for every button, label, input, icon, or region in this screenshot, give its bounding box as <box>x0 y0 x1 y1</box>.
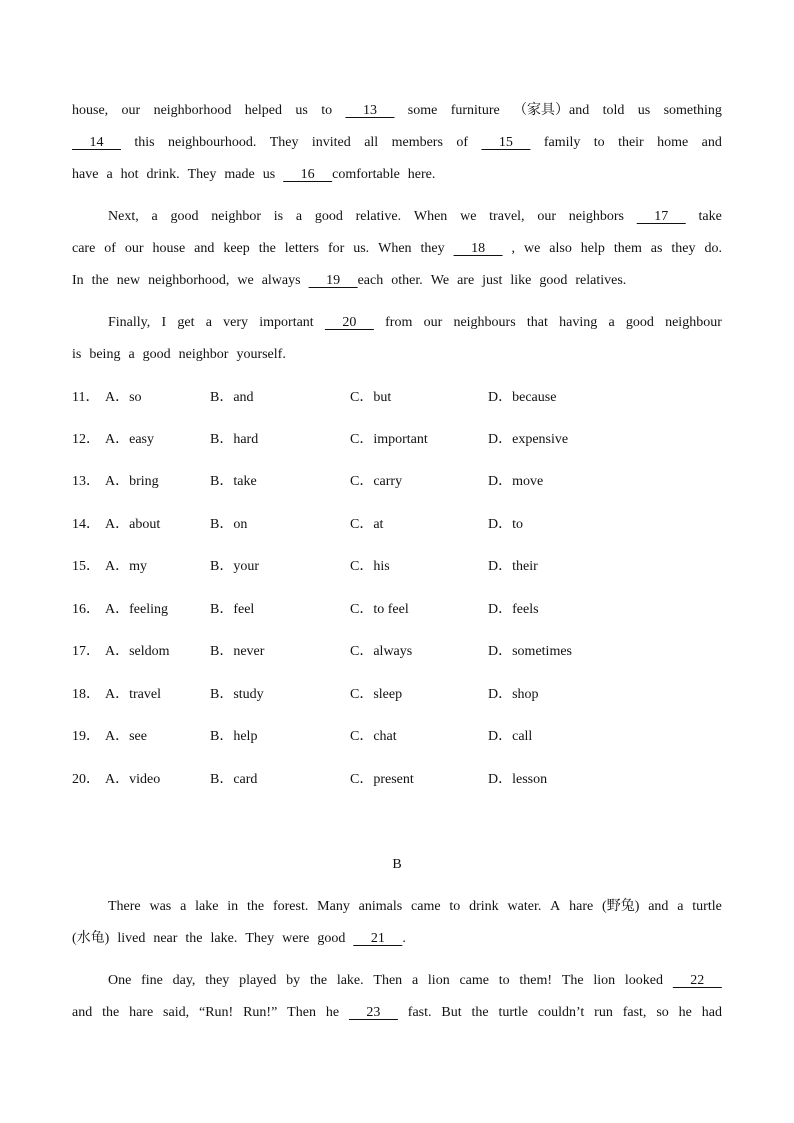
option-c[interactable]: C．chat <box>350 729 397 744</box>
word: Then <box>287 1005 316 1020</box>
word: our <box>537 209 556 224</box>
option-a[interactable]: A．so <box>105 390 142 405</box>
option-c[interactable]: C．at <box>350 517 384 532</box>
word: us. <box>353 241 370 256</box>
passage-a-line-5 <box>72 239 722 259</box>
question-row <box>72 685 722 705</box>
word: relatives. <box>575 273 627 288</box>
word: the <box>102 1005 120 1020</box>
word: animals <box>358 899 403 914</box>
question-number: 20． <box>72 772 100 787</box>
word: . <box>402 931 406 946</box>
word: here. <box>407 167 436 182</box>
option-b[interactable]: B．on <box>210 517 248 532</box>
word: hot <box>120 167 139 182</box>
word: Next, <box>108 209 139 224</box>
word: members <box>391 135 443 150</box>
answer-blank-18[interactable]: 18 <box>453 241 503 256</box>
question-number: 11． <box>72 390 100 405</box>
word: us <box>262 167 276 182</box>
word: couldn’t <box>537 1005 585 1020</box>
option-c[interactable]: C．always <box>350 644 413 659</box>
word: The <box>561 973 584 988</box>
word: this <box>134 135 155 150</box>
option-d[interactable]: D．call <box>488 729 533 744</box>
word: drink. <box>146 167 180 182</box>
word: is <box>72 347 82 362</box>
word: the <box>309 973 328 988</box>
option-c[interactable]: C．but <box>350 390 392 405</box>
answer-blank-14[interactable]: 14 <box>72 135 121 150</box>
question-number: 12． <box>72 432 100 447</box>
option-d[interactable]: D．move <box>488 474 544 489</box>
option-a[interactable]: A．about <box>105 517 161 532</box>
word: letters <box>284 241 319 256</box>
word: helped <box>244 103 283 118</box>
word: them <box>613 241 642 256</box>
word: all <box>364 135 379 150</box>
word: house, <box>72 103 109 118</box>
word: a <box>677 899 684 914</box>
word: fine <box>141 973 163 988</box>
word: a <box>180 899 187 914</box>
option-b[interactable]: B．help <box>210 729 258 744</box>
word: important <box>259 315 314 330</box>
word: are <box>457 273 475 288</box>
word: he <box>325 1005 340 1020</box>
word: other. <box>391 273 423 288</box>
option-d[interactable]: D．sometimes <box>488 644 572 659</box>
answer-blank-16[interactable]: 16 <box>283 167 333 182</box>
word: turtle <box>498 1005 529 1020</box>
word: They <box>187 167 217 182</box>
word: take <box>698 209 722 224</box>
passage-a-line-7 <box>108 313 722 333</box>
word: water. <box>507 899 542 914</box>
word: in <box>227 899 239 914</box>
question-number: 17． <box>72 644 100 659</box>
word: Finally, <box>108 315 151 330</box>
word: the <box>471 1005 489 1020</box>
word: a <box>151 209 158 224</box>
word: to <box>593 135 605 150</box>
word: Many <box>317 899 350 914</box>
word: home <box>657 135 689 150</box>
question-row <box>72 557 722 577</box>
word: neighbour <box>665 315 722 330</box>
question-number: 14． <box>72 517 100 532</box>
question-row <box>72 770 722 790</box>
word: good <box>314 209 343 224</box>
word: When <box>413 209 448 224</box>
word: of <box>104 241 116 256</box>
word: When <box>378 241 412 256</box>
option-d[interactable]: D．because <box>488 390 557 405</box>
word: and <box>194 241 215 256</box>
word: neighbourhood. <box>168 135 257 150</box>
option-b[interactable]: B．and <box>210 390 254 405</box>
word: something <box>663 103 722 118</box>
question-row <box>72 430 722 450</box>
passage-a-line-4 <box>108 207 722 227</box>
word: family <box>543 135 581 150</box>
option-b[interactable]: B．your <box>210 559 259 574</box>
word: get <box>177 315 195 330</box>
word: “Run! <box>198 1005 234 1020</box>
word: , <box>511 241 516 256</box>
word: We <box>430 273 450 288</box>
option-a[interactable]: A．my <box>105 559 147 574</box>
option-d[interactable]: D．feels <box>488 602 539 617</box>
word: keep <box>223 241 250 256</box>
word: They <box>269 135 299 150</box>
word: help <box>580 241 605 256</box>
option-a[interactable]: A．easy <box>105 432 154 447</box>
word: said, <box>163 1005 190 1020</box>
option-d[interactable]: D．expensive <box>488 432 569 447</box>
word: of <box>456 135 468 150</box>
word: neighbors <box>568 209 624 224</box>
word: came <box>459 973 489 988</box>
word: to <box>321 103 333 118</box>
word: fast. <box>407 1005 432 1020</box>
word: neighborhood, <box>148 273 230 288</box>
word: near <box>153 931 178 946</box>
option-a[interactable]: A．video <box>105 772 161 787</box>
word: also <box>549 241 572 256</box>
question-number: 16． <box>72 602 100 617</box>
word: having <box>559 315 598 330</box>
word: hare <box>129 1005 154 1020</box>
option-c[interactable]: C．his <box>350 559 390 574</box>
word: they <box>205 973 230 988</box>
word: and <box>72 1005 93 1020</box>
option-d[interactable]: D．their <box>488 559 538 574</box>
word: is <box>273 209 284 224</box>
word: made <box>224 167 255 182</box>
question-row <box>72 388 722 408</box>
word: I <box>161 315 167 330</box>
word: each <box>357 273 384 288</box>
word: neighborhood <box>153 103 232 118</box>
option-b[interactable]: B．hard <box>210 432 259 447</box>
passage-a-line-3 <box>72 165 722 185</box>
word: to <box>449 899 461 914</box>
word: But <box>441 1005 462 1020</box>
word: lion <box>427 973 450 988</box>
word: There <box>108 899 141 914</box>
word: comfortable <box>332 167 400 182</box>
word: were <box>282 931 310 946</box>
question-row <box>72 727 722 747</box>
question-number: 19． <box>72 729 100 744</box>
question-number: 15． <box>72 559 100 574</box>
passage-a-line-2 <box>72 133 722 153</box>
question-number: 13． <box>72 474 100 489</box>
answer-blank-21[interactable]: 21 <box>353 931 403 946</box>
word: care <box>72 241 96 256</box>
word: do. <box>704 241 722 256</box>
word: Then <box>373 973 403 988</box>
answer-blank-17[interactable]: 17 <box>636 209 686 224</box>
option-a[interactable]: A．feeling <box>105 602 168 617</box>
word: was <box>149 899 172 914</box>
answer-blank-15[interactable]: 15 <box>481 135 531 150</box>
word: yourself. <box>236 347 286 362</box>
word: lake. <box>336 973 364 988</box>
word: a <box>205 315 212 330</box>
word: a <box>295 209 303 224</box>
word: a <box>128 347 135 362</box>
word: them! <box>519 973 553 988</box>
word: good <box>317 931 346 946</box>
word: us <box>637 103 651 118</box>
option-b[interactable]: B．never <box>210 644 265 659</box>
word: travel, <box>489 209 525 224</box>
word: good <box>625 315 654 330</box>
word: our <box>124 241 144 256</box>
word: always <box>261 273 301 288</box>
option-c[interactable]: C．carry <box>350 474 403 489</box>
question-row <box>72 472 722 492</box>
word: lived <box>117 931 146 946</box>
word: being <box>89 347 121 362</box>
word: One <box>108 973 132 988</box>
answer-blank-22[interactable]: 22 <box>672 973 722 988</box>
word: house <box>152 241 186 256</box>
word: the <box>91 273 109 288</box>
option-a[interactable]: A．see <box>105 729 147 744</box>
word: very <box>223 315 249 330</box>
word: looked <box>624 973 664 988</box>
answer-blank-20[interactable]: 20 <box>324 315 374 330</box>
word: turtle <box>692 899 722 914</box>
word: (野兔) <box>602 899 640 914</box>
word: In <box>72 273 84 288</box>
option-d[interactable]: D．to <box>488 517 523 532</box>
option-b[interactable]: B．feel <box>210 602 255 617</box>
word: new <box>116 273 141 288</box>
question-row <box>72 642 722 662</box>
word: a <box>411 973 419 988</box>
word: a <box>608 315 615 330</box>
option-a[interactable]: A．travel <box>105 687 161 702</box>
option-a[interactable]: A．bring <box>105 474 159 489</box>
question-row <box>72 600 722 620</box>
word: just <box>482 273 503 288</box>
word: our <box>423 315 443 330</box>
word: the <box>258 241 276 256</box>
section-b-title: B <box>392 857 402 872</box>
passage-b-line-3 <box>108 971 722 991</box>
word: a <box>106 167 113 182</box>
word: and <box>648 899 669 914</box>
word: came <box>411 899 441 914</box>
word: the <box>247 899 265 914</box>
word: (水龟) <box>72 931 110 946</box>
word: he <box>678 1005 692 1020</box>
option-a[interactable]: A．seldom <box>105 644 170 659</box>
word: that <box>526 315 548 330</box>
word: had <box>701 1005 722 1020</box>
word: played <box>239 973 277 988</box>
word: from <box>385 315 413 330</box>
option-c[interactable]: C．to feel <box>350 602 409 617</box>
word: neighbor <box>211 209 261 224</box>
word: They <box>245 931 275 946</box>
word: Run!” <box>243 1005 278 1020</box>
word: their <box>618 135 644 150</box>
word: us <box>295 103 308 118</box>
word: A <box>550 899 561 914</box>
option-b[interactable]: B．study <box>210 687 264 702</box>
word: good <box>142 347 171 362</box>
word: forest. <box>272 899 309 914</box>
word: relative. <box>355 209 402 224</box>
word: to <box>498 973 510 988</box>
word: they <box>420 241 445 256</box>
option-b[interactable]: B．card <box>210 772 258 787</box>
option-c[interactable]: C．important <box>350 432 428 447</box>
answer-blank-13[interactable]: 13 <box>345 103 395 118</box>
word: so <box>656 1005 669 1020</box>
word: like <box>510 273 532 288</box>
word: we <box>460 209 477 224</box>
answer-blank-19[interactable]: 19 <box>308 273 358 288</box>
passage-b-line-2 <box>72 929 722 949</box>
word: lake. <box>210 931 238 946</box>
word: as <box>650 241 663 256</box>
word: they <box>671 241 696 256</box>
passage-b-line-1 <box>108 897 722 917</box>
passage-a-line-6 <box>72 271 722 291</box>
word: told <box>602 103 625 118</box>
word: lake <box>195 899 219 914</box>
word: fast, <box>622 1005 647 1020</box>
word: by <box>286 973 301 988</box>
passage-a-line-8 <box>72 345 722 365</box>
answer-blank-23[interactable]: 23 <box>348 1005 398 1020</box>
word: （家具）and <box>513 103 590 118</box>
word: have <box>72 167 99 182</box>
passage-b-line-4 <box>72 1003 722 1023</box>
word: run <box>594 1005 613 1020</box>
word: we <box>523 241 541 256</box>
word: our <box>121 103 141 118</box>
word: furniture <box>450 103 500 118</box>
word: good <box>170 209 199 224</box>
question-number: 18． <box>72 687 100 702</box>
option-d[interactable]: D．lesson <box>488 772 548 787</box>
word: day, <box>172 973 196 988</box>
option-b[interactable]: B．take <box>210 474 257 489</box>
word: good <box>539 273 568 288</box>
passage-a-line-1 <box>72 101 722 121</box>
word: we <box>237 273 254 288</box>
word: neighbor <box>178 347 229 362</box>
option-d[interactable]: D．shop <box>488 687 539 702</box>
word: neighbours <box>453 315 516 330</box>
word: some <box>407 103 438 118</box>
word: for <box>327 241 345 256</box>
word: and <box>701 135 722 150</box>
option-c[interactable]: C．present <box>350 772 414 787</box>
word: lion <box>593 973 616 988</box>
word: the <box>185 931 203 946</box>
word: drink <box>469 899 499 914</box>
question-row <box>72 515 722 535</box>
option-c[interactable]: C．sleep <box>350 687 403 702</box>
word: hare <box>569 899 594 914</box>
word: invited <box>311 135 351 150</box>
